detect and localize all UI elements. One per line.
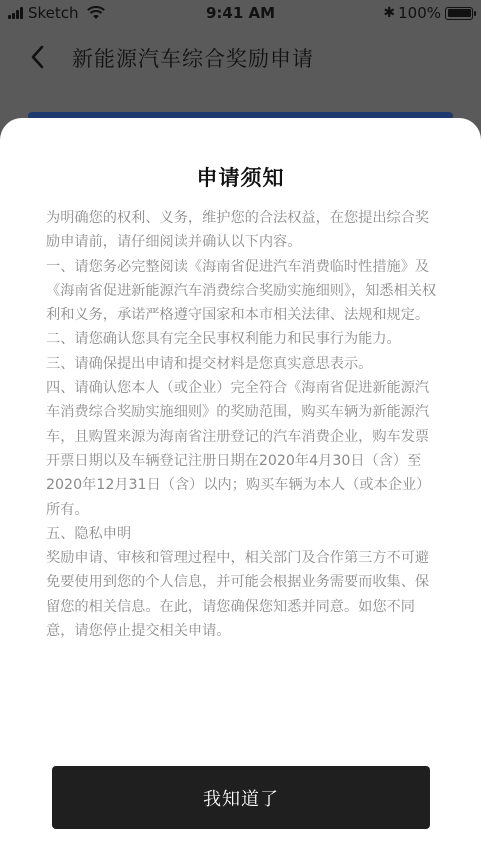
battery-percent: 100% xyxy=(398,4,441,22)
confirm-button[interactable]: 我知道了 xyxy=(52,766,430,829)
battery-icon xyxy=(445,7,473,20)
status-bar xyxy=(0,0,481,26)
notice-paragraph: 五、隐私申明 xyxy=(46,525,132,542)
notice-paragraph: 一、请您务必完整阅读《海南省促进汽车消费临时性措施》及《海南省促进新能源汽车消费综合奖励实施细则》，知悉相关权利和义务，承诺严格遵守国家和本市相关法律、法规和规定。 xyxy=(46,258,437,324)
back-button[interactable] xyxy=(22,40,52,74)
notice-paragraph: 为明确您的权利、义务，维护您的合法权益，在您提出综合奖励申请前，请仔细阅读并确认以下内容。 xyxy=(46,210,430,251)
status-right xyxy=(383,4,473,22)
page-title: 新能源汽车综合奖励申请 xyxy=(72,47,314,71)
notice-paragraph: 四、请确认您本人（或企业）完全符合《海南省促进新能源汽车消费综合奖励实施细则》的奖励范围，购买车辆为新能源汽车，且购置来源为海南省注册登记的汽车消费企业，购车发票开票日期以及车辆登记注册日期在2020年4月30日（含）至2020年12月31日（含）以内；购买车辆为本人（或本企业）所有。 xyxy=(46,380,431,518)
chevron-left-icon xyxy=(30,45,44,69)
notice-sheet xyxy=(0,118,481,856)
status-time: 9:41 AM xyxy=(205,4,276,22)
notice-paragraph: 二、请您确认您具有完全民事权利能力和民事行为能力。 xyxy=(46,331,401,348)
bluetooth-icon: ✱ xyxy=(383,5,396,21)
notice-paragraph: 三、请确保提出申请和提交材料是您真实意思表示。 xyxy=(46,355,373,372)
notice-paragraph: 奖励申请、审核和管理过程中，相关部门及合作第三方不可避免要使用到您的个人信息，并可能会根据业务需要而收集、保留您的相关信息。在此，请您确保您知悉并同意。如您不同意，请您停止提交相关申请。 xyxy=(46,550,430,640)
notice-body xyxy=(46,206,438,643)
carrier-label: Sketch xyxy=(28,4,79,22)
sheet-title: 申请须知 xyxy=(196,166,285,190)
nav-bar xyxy=(0,26,481,88)
